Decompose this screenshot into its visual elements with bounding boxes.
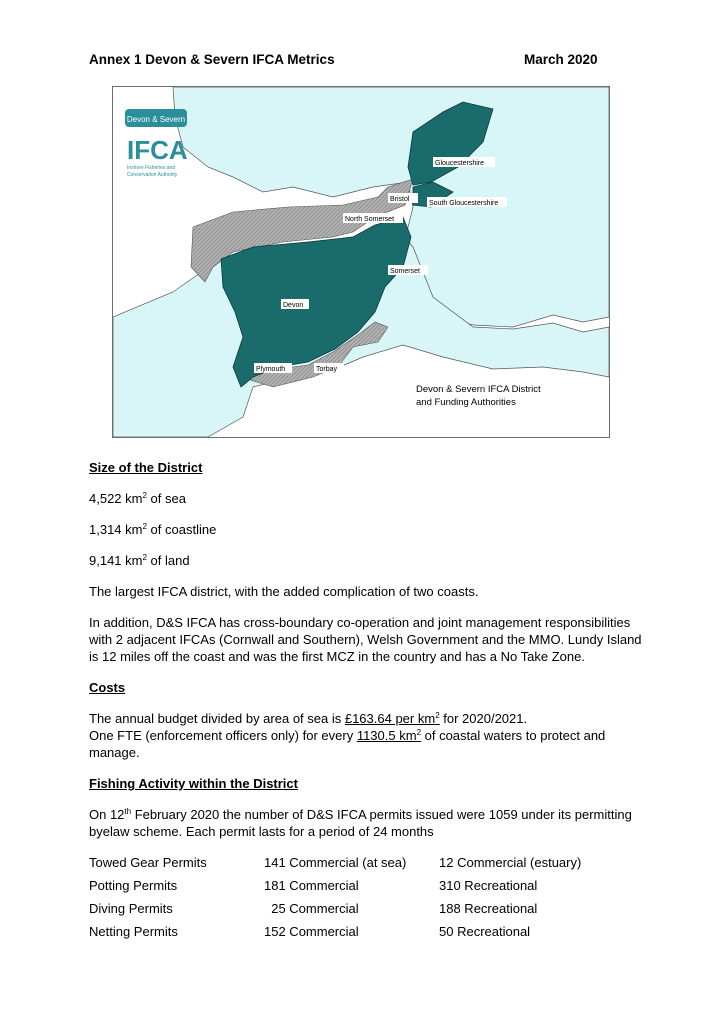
district-map bbox=[112, 86, 610, 438]
fishing-intro: On 12th February 2020 the number of D&S IFCA permits issued were 1059 under its permitting byelaw scheme. Each permit lasts for a period of 24 months bbox=[89, 807, 632, 839]
label-gloucestershire: Gloucestershire bbox=[435, 160, 485, 167]
map-caption-line2: and Funding Authorities bbox=[416, 397, 516, 408]
label-south-gloucestershire: South Gloucestershire bbox=[429, 200, 499, 207]
fte-value: 1130.5 $km^2$ bbox=[356, 728, 422, 743]
permit-row: Potting Permits 181 Commercial 310 Recreational bbox=[89, 878, 538, 893]
document-title: Annex 1 Devon & Severn IFCA Metrics bbox=[89, 52, 335, 67]
map-svg bbox=[113, 87, 609, 437]
label-torbay: Torbay bbox=[316, 366, 338, 373]
label-somerset: Somerset bbox=[390, 268, 420, 275]
costs-text: The annual budget divided by area of sea is £163.64 per $km^2$ for 2020/2021. One FTE (enforcement officers only) for every 1130.5 $km^2$ of coastal waters to protect and manage. bbox=[89, 711, 606, 760]
logo-main-text: IFCA bbox=[127, 135, 188, 165]
largest-district-text: The largest IFCA district, with the added complication of two coasts. bbox=[89, 584, 479, 599]
fishing-heading: Fishing Activity within the District bbox=[89, 776, 298, 791]
logo-sub-text-2: Conservation Authority bbox=[127, 172, 178, 178]
logo-sub-text-1: Inshore Fisheries and bbox=[127, 165, 176, 171]
permit-row: Diving Permits 25 Commercial 188 Recreational bbox=[89, 901, 538, 916]
label-bristol: Bristol bbox=[390, 196, 410, 203]
budget-value: £163.64 per $km^2$ bbox=[344, 711, 440, 726]
map-caption-line1: Devon & Severn IFCA District bbox=[416, 384, 541, 395]
document-date: March 2020 bbox=[524, 52, 598, 67]
permits-table bbox=[89, 854, 649, 946]
sea-area-line: 4,522 $km^2$ of sea bbox=[89, 491, 186, 506]
size-heading: Size of the District bbox=[89, 460, 203, 475]
permit-row: Netting Permits 152 Commercial 50 Recreational bbox=[89, 924, 531, 939]
document-body bbox=[89, 459, 649, 946]
logo-top-text: Devon & Severn bbox=[126, 115, 186, 124]
coastline-line: 1,314 $km^2$ of coastline bbox=[89, 522, 217, 537]
label-north-somerset: North Somerset bbox=[345, 216, 395, 223]
cross-boundary-text: In addition, D&S IFCA has cross-boundary co-operation and joint management responsibilities with 2 adjacent IFCAs (Cornwall and Southern), Welsh Government and the MMO. Lundy Island is 12 miles off the coast and was the first MCZ in the country and has a No Take Zone. bbox=[89, 615, 642, 664]
permit-row: Towed Gear Permits 141 Commercial (at sea) 12 Commercial (estuary) bbox=[89, 855, 582, 870]
label-devon: Devon bbox=[283, 302, 304, 309]
costs-heading: Costs bbox=[89, 680, 126, 695]
land-area-line: 9,141 $km^2$ of land bbox=[89, 553, 190, 568]
label-plymouth: Plymouth bbox=[256, 366, 286, 373]
